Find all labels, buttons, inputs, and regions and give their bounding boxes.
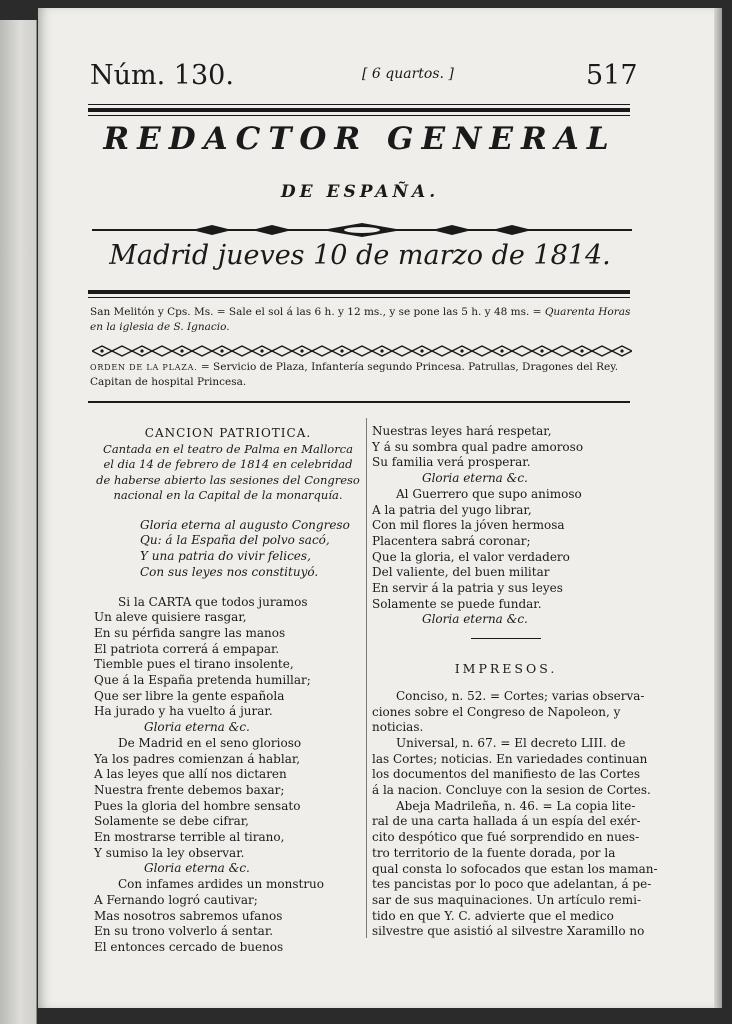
- verse-line: Pues la gloria del hombre sensato: [94, 798, 301, 813]
- stanza-3: [94, 877, 362, 956]
- section-divider: [471, 638, 541, 639]
- refrain: Gloria eterna &c.: [422, 612, 528, 627]
- left-column: [94, 426, 362, 956]
- verse-line: Ha jurado y ha vuelto á jurar.: [94, 704, 273, 719]
- header-rule-thick: [88, 108, 630, 112]
- header-rule-thin: [88, 104, 630, 105]
- impresos-line: Conciso, n. 52. = Cortes; varias observa-: [396, 688, 645, 703]
- verse-line: Tiemble pues el tirano insolente,: [94, 657, 294, 672]
- refrain: Gloria eterna &c.: [144, 861, 250, 876]
- ornament-chain: [92, 344, 632, 358]
- verse-line: Al Guerrero que supo animoso: [396, 486, 582, 501]
- facing-page-edge: [0, 20, 37, 1024]
- intro-line: de haberse abierto las sesiones del Congreso: [96, 472, 360, 487]
- verse-line: Placentera sabrá coronar;: [372, 533, 531, 548]
- verse-line: Que la gloria, el valor verdadero: [372, 549, 570, 564]
- chorus-line: Gloria eterna al augusto Congreso: [140, 517, 350, 532]
- masthead-title: REDACTOR GENERAL: [103, 121, 617, 157]
- verse-line: En servir á la patria y sus leyes: [372, 581, 563, 596]
- forty-hours: Quarenta Horas en la iglesia de S. Ignacio.: [90, 306, 631, 333]
- refrain: Gloria eterna &c.: [144, 720, 250, 735]
- orden-text: = Servicio de Plaza, Infantería segundo Princesa. Patrullas, Dragones del Rey. Capitan de hospital Princesa.: [90, 361, 619, 388]
- impresos-line: Universal, n. 67. = El decreto LIII. de: [396, 735, 626, 750]
- impresos-line: cito despótico que fué sorprendido en nues-: [372, 830, 640, 845]
- impresos-line: las Cortes; noticias. En variedades continuan: [372, 751, 648, 766]
- column-divider: [366, 418, 367, 938]
- verse-line: Que ser libre la gente española: [94, 688, 285, 703]
- cancion-title: CANCION PATRIOTICA.: [144, 426, 312, 440]
- verse-line: A la patria del yugo librar,: [372, 502, 532, 517]
- verse-line: Si la CARTA que todos juramos: [118, 594, 308, 609]
- verse-line: Solamente se puede fundar.: [372, 596, 542, 611]
- stanza-3-continued: [372, 424, 640, 471]
- cancion-intro: [94, 442, 362, 504]
- ornament-divider-top: [92, 222, 632, 238]
- verse-line: De Madrid en el seno glorioso: [118, 735, 302, 750]
- verse-line: Ya los padres comienzan á hablar,: [94, 751, 301, 766]
- verse-line: Nuestras leyes hará respetar,: [372, 424, 552, 438]
- verse-line: En su pérfida sangre las manos: [94, 625, 286, 640]
- stanza-1: [94, 595, 362, 721]
- right-column: [372, 424, 658, 940]
- saints-and-sun: San Melitón y Cps. Ms. = Sale el sol á las 6 h. y 12 ms., y se pone las 5 h. y 48 ms. =: [90, 306, 545, 318]
- header-rule-thin-2: [88, 115, 630, 116]
- dateline: Madrid jueves 10 de marzo de 1814.: [109, 240, 611, 271]
- verse-line: Y á su sombra qual padre amoroso: [372, 439, 584, 454]
- chorus-line: Y una patria do vivir felices,: [140, 549, 311, 564]
- verse-line: Con mil flores la jóven hermosa: [372, 518, 565, 533]
- verse-line: En mostrarse terrible al tirano,: [94, 830, 285, 845]
- stanza-2: [94, 736, 362, 862]
- chorus-line: Qu: á la España del polvo sacó,: [140, 533, 330, 548]
- verse-line: El entonces cercado de buenos: [94, 939, 284, 954]
- verse-line: El patriota correrá á empapar.: [94, 641, 280, 656]
- impresos-line: tido en que Y. C. advierte que el medico: [372, 908, 614, 923]
- issue-number: Núm. 130.: [90, 60, 234, 91]
- verse-line: Su familia verá prosperar.: [372, 455, 531, 470]
- page-edge-right: [714, 8, 722, 1008]
- verse-line: En su trono volverlo á sentar.: [94, 924, 274, 939]
- verse-line: Con infames ardides un monstruo: [118, 877, 325, 892]
- verse-line: Nuestra frente debemos baxar;: [94, 782, 285, 797]
- impresos-line: sar de sus maquinaciones. Un artículo remi-: [372, 892, 642, 907]
- impresos-line: á la nacion. Concluye con la sesion de Cortes.: [372, 783, 651, 798]
- verse-line: Solamente se debe cifrar,: [94, 814, 249, 829]
- dateline-rule-thick: [88, 290, 630, 294]
- impresos-line: silvestre que asistió al silvestre Xaramillo no: [372, 924, 645, 939]
- verse-line: A las leyes que allí nos dictaren: [94, 767, 287, 782]
- impresos-line: noticias.: [372, 720, 424, 735]
- masthead-subtitle: DE ESPAÑA.: [280, 182, 440, 202]
- verse-line: Un aleve quisiere rasgar,: [94, 610, 247, 625]
- stanza-4: [372, 487, 640, 613]
- impresos-line: qual consta lo sofocados que estan los maman-: [372, 861, 658, 876]
- impresos-line: tro territorio de la fuente dorada, por la: [372, 845, 616, 860]
- verse-line: Que á la España pretenda humillar;: [94, 673, 311, 688]
- orden-label: ORDEN DE LA PLAZA.: [90, 363, 198, 372]
- impresos-line: tes pancistas por lo poco que adelantan, á pe-: [372, 877, 652, 892]
- intro-line: nacional en la Capital de la monarquía.: [113, 488, 343, 503]
- intro-line: Cantada en el teatro de Palma en Mallorca: [103, 441, 353, 456]
- orden-rule: [88, 401, 630, 403]
- refrain: Gloria eterna &c.: [422, 471, 528, 486]
- page-number: 517: [586, 60, 638, 91]
- daily-notice: [90, 305, 635, 335]
- impresos-list: [372, 688, 658, 940]
- verse-line: Del valiente, del buen militar: [372, 565, 550, 580]
- verse-line: Mas nosotros sabremos ufanos: [94, 908, 283, 923]
- impresos-title: IMPRESOS.: [454, 661, 558, 677]
- impresos-line: Abeja Madrileña, n. 46. = La copia lite-: [396, 798, 636, 813]
- verse-line: A Fernando logró cautivar;: [94, 892, 258, 907]
- orden-de-la-plaza: [90, 360, 635, 390]
- impresos-line: ral de una carta hallada á un espía del exér-: [372, 814, 641, 829]
- impresos-line: los documentos del manifiesto de las Cortes: [372, 767, 641, 782]
- cancion-chorus: [94, 518, 362, 581]
- impresos-line: ciones sobre el Congreso de Napoleon, y: [372, 704, 621, 719]
- intro-line: el dia 14 de febrero de 1814 en celebridad: [103, 457, 353, 472]
- verse-line: Y sumiso la ley observar.: [94, 845, 245, 860]
- issue-price: [ 6 quartos. ]: [362, 66, 454, 82]
- chorus-line: Con sus leyes nos constituyó.: [140, 564, 319, 579]
- dateline-rule-thin: [88, 297, 630, 298]
